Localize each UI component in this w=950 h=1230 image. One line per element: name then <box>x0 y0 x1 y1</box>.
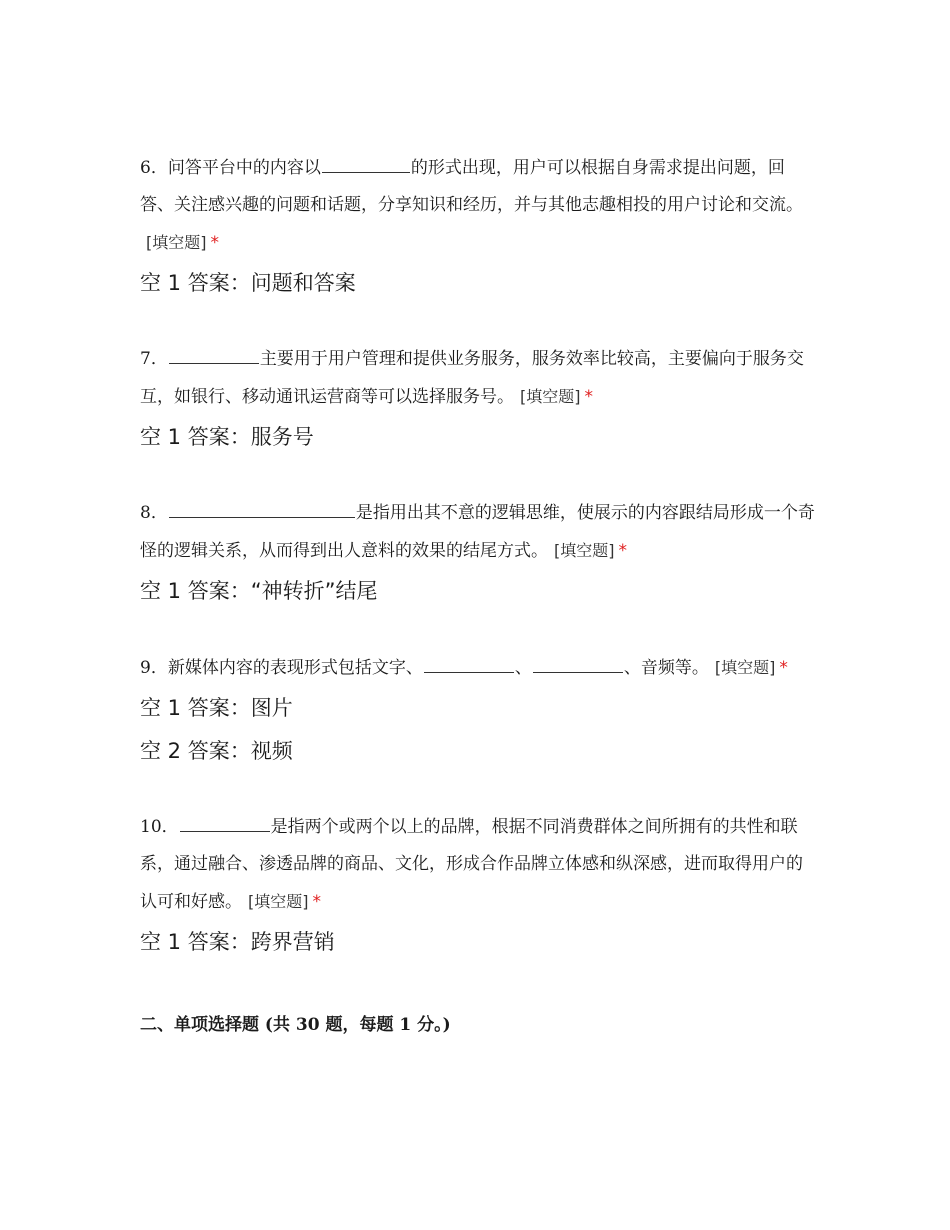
question-type-tag: [填空题] <box>146 233 207 252</box>
question-text: 8． 是指用出其不意的逻辑思维，使展示的内容跟结局形成一个奇怪的逻辑关系，从而得到出人意料的效果的结尾方式。 [填空题] * <box>140 495 815 570</box>
question-8 <box>140 495 815 613</box>
answer-line: 空 1 答案：跨界营销 <box>140 930 335 954</box>
fill-blank <box>533 653 623 673</box>
fill-blank <box>180 812 270 832</box>
question-6 <box>140 150 815 305</box>
question-number: 9． <box>140 658 168 678</box>
question-text: 7． 主要用于用户管理和提供业务服务，服务效率比较高，主要偏向于服务交互，如银行、移动通讯运营商等可以选择服务号。 [填空题] * <box>140 341 815 416</box>
answer-line: 空 1 答案：问题和答案 <box>140 271 356 295</box>
section-heading: 二、单项选择题 (共 30 题，每题 1 分。) <box>140 1015 451 1035</box>
answer-line: 空 2 答案：视频 <box>140 739 293 763</box>
question-number: 10． <box>140 817 179 837</box>
question-number: 7． <box>140 349 168 369</box>
required-marker: * <box>779 658 788 678</box>
question-text: 6．问答平台中的内容以 的形式出现，用户可以根据自身需求提出问题，回答、关注感兴趣的问题和话题，分享知识和经历，并与其他志趣相投的用户讨论和交流。[填空题] * <box>140 150 815 262</box>
required-marker: * <box>584 387 593 407</box>
question-type-tag: [填空题] <box>554 541 615 560</box>
question-10 <box>140 809 815 964</box>
required-marker: * <box>312 892 321 912</box>
answer-line: 空 1 答案：“神转折”结尾 <box>140 579 378 603</box>
required-marker: * <box>618 541 627 561</box>
question-type-tag: [填空题] <box>714 658 776 677</box>
fill-blank <box>169 344 259 364</box>
answer-line: 空 1 答案：服务号 <box>140 425 314 449</box>
required-marker: * <box>210 233 219 253</box>
question-number: 6． <box>140 158 168 178</box>
question-type-tag: [填空题] <box>248 892 309 911</box>
fill-blank <box>322 153 410 173</box>
document-page <box>140 150 815 1035</box>
fill-blank <box>169 498 355 518</box>
question-type-tag: [填空题] <box>520 387 581 406</box>
question-text: 10． 是指两个或两个以上的品牌，根据不同消费群体之间所拥有的共性和联系，通过融合、渗透品牌的商品、文化，形成合作品牌立体感和纵深感，进而取得用户的认可和好感。 [填空题] * <box>140 809 815 921</box>
question-number: 8． <box>140 503 168 523</box>
answer-line: 空 1 答案：图片 <box>140 696 293 720</box>
question-9 <box>140 649 815 773</box>
fill-blank <box>424 653 514 673</box>
question-7 <box>140 341 815 459</box>
question-text: 9．新媒体内容的表现形式包括文字、 、 、音频等。 [填空题] * <box>140 649 815 687</box>
